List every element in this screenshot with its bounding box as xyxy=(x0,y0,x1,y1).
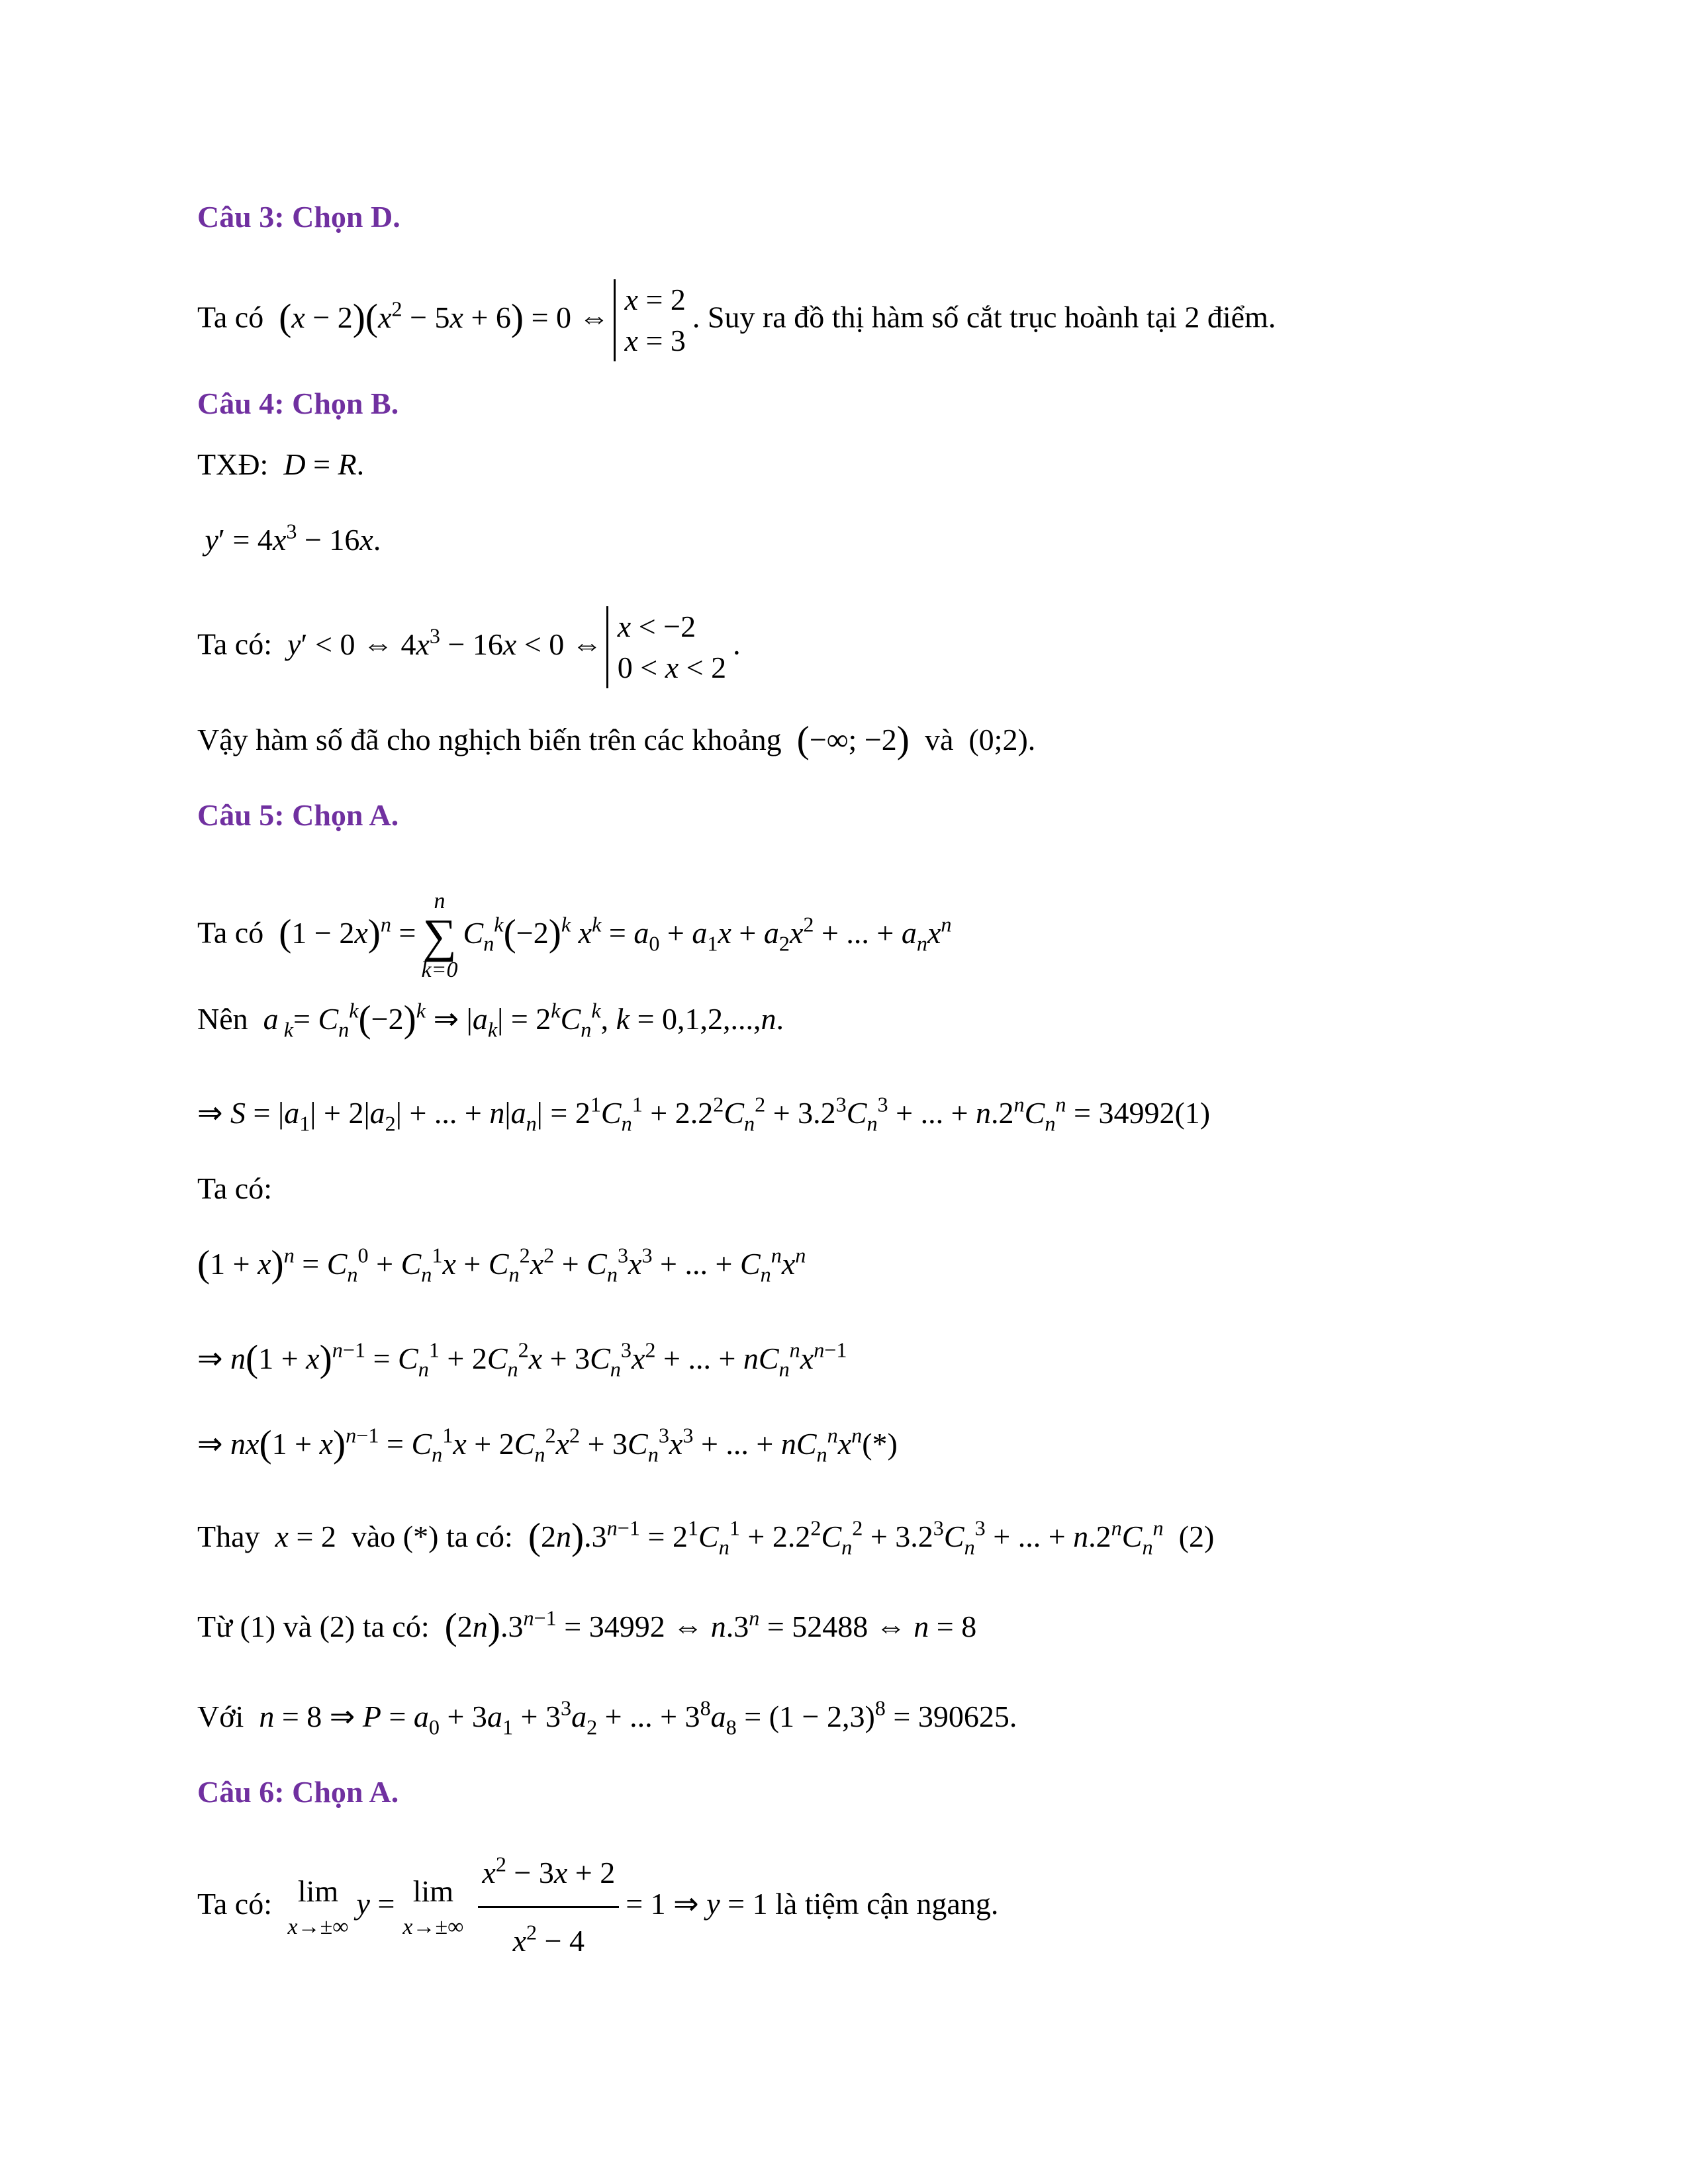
q5-binomial-line xyxy=(197,1243,806,1287)
question-6-heading: Câu 6: Chọn A. xyxy=(197,1775,399,1809)
q3-equation: $(x - 2)(x^2 - 5x + 6) = 0$ ⇔ xyxy=(279,296,610,338)
q5-lead-text: Ta có xyxy=(197,915,264,950)
q5-binomial-formula: $(1 + x)^n = C_n^0 + C_n^1x + C_n^2x^2 + C_n^3x^3$ + ... + $C_n^nx^n$ xyxy=(197,1243,806,1287)
q4-derivative-formula: $y' = 4x^3 - 16x$. xyxy=(205,519,381,557)
q5-derivative-line xyxy=(197,1339,847,1379)
q4-interval-system: x < −2 0 < x < 2 xyxy=(606,606,726,688)
q5-sum-s-line xyxy=(197,1092,1211,1136)
q5-nen-text: Nên xyxy=(197,1002,248,1036)
q4-domain-line xyxy=(197,445,364,484)
q6-conclusion-text: là tiệm cận ngang. xyxy=(775,1887,999,1921)
q5-thay-text: Thay xyxy=(197,1520,260,1553)
q6-fraction: $\frac{x^2 - 3x + 2}{x^2 - 4}$ xyxy=(478,1846,619,1968)
q5-sum-s-formula: ⇒ $S = |a_1| + 2|a_2|$ + ... + $n|a_n| = 2^1C_n^1 + 2.2^2C_n^2 + 3.2^3C_n^3$ + ... + $n.2^nC_n^n = 34992(1)$ xyxy=(197,1092,1211,1136)
q5-solve-formula: $(2n).3^{n-1} = 34992$ ⇔ $n.3^n = 52488$ ⇔ n = 8 xyxy=(444,1606,977,1648)
q5-x-value: x = 2 xyxy=(275,1520,344,1553)
q5-multiplied-line xyxy=(197,1423,898,1467)
q3-equation-line: Ta có $(x - 2)(x^2 - 5x + 6) = 0$ ⇔ x = 2 x = 3 . Suy ra đồ thị hàm số cắt trục hoành tại 2 điểm. xyxy=(197,279,1276,361)
q5-vao-text: vào (*) ta có: xyxy=(351,1520,513,1553)
q6-limit-line: Ta có: lim x→±∞ y = lim x→±∞ $\frac{x^2 - 3x + 2}{x^2 - 4}$ = 1 ⇒ y = 1 là tiệm cận ngang. xyxy=(197,1846,998,1968)
q5-ta-co-line: Ta có: xyxy=(197,1171,273,1205)
q5-tu-text: Từ (1) và (2) ta có: xyxy=(197,1610,430,1643)
q4-conclusion-line xyxy=(197,720,1035,760)
limit-operator-1: lim x→±∞ xyxy=(287,1874,349,1939)
q5-expansion-line: Ta có $(1 - 2x)^n$ = n ∑ k=0 $C_n^k(-2)^k$ $x^k = a_0 + a_1x + a_2x^2$ + ... + $a_nx^n$ xyxy=(197,889,952,982)
q5-final-line xyxy=(197,1697,1017,1737)
q4-conclusion-and: và xyxy=(924,723,954,756)
q5-derivative-formula: ⇒ $n(1 + x)^{n-1} = C_n^1 + 2C_n^2x + 3C_n^3x^2$ + ... + $nC_n^nx^{n-1}$ xyxy=(197,1338,847,1381)
q4-domain-formula: D = R. xyxy=(283,447,365,481)
q5-voi-text: Với xyxy=(197,1700,244,1733)
q4-inequality-line: Ta có: y′ < 0 ⇔ $4x^3 - 16x < 0$ ⇔ x < −2 0 < x < 2 . xyxy=(197,606,741,688)
q4-ta-co: Ta có: xyxy=(197,627,273,661)
q5-substitute-formula: $(2n).3^{n-1} = 2^1C_n^1 + 2.2^2C_n^2 + 3.2^3C_n^3$ + ... + $n.2^nC_n^n$ (2) xyxy=(528,1516,1215,1559)
q5-coefficient-line xyxy=(197,998,784,1042)
q4-conclusion-start: Vậy hàm số đã cho nghịch biến trên các khoảng xyxy=(197,723,782,756)
q5-multiplied-formula: ⇒ $nx(1 + x)^{n-1} = C_n^1x + 2C_n^2x^2 + 3C_n^3x^3$ + ... + $nC_n^nx^n(*)$ xyxy=(197,1423,898,1467)
question-4-heading: Câu 4: Chọn B. xyxy=(197,387,399,420)
q4-derivative-line xyxy=(197,520,381,560)
q5-solve-line xyxy=(197,1607,976,1647)
q4-interval-2: (0;2). xyxy=(961,723,1036,756)
summation-symbol: n ∑ k=0 xyxy=(421,889,458,982)
q3-conclusion-text: Suy ra đồ thị hàm số cắt trục hoành tại 2 điểm. xyxy=(707,300,1276,334)
q4-domain-label: TXĐ: xyxy=(197,447,269,481)
q6-lead-text: Ta có: xyxy=(197,1887,273,1921)
q5-coefficient-formula: a $_k= C_n^k(-2)^k$ ⇒ $|a_k| = 2^kC_n^k$, k = 0,1,2,...,n. xyxy=(263,998,784,1042)
q5-final-formula: n = 8 ⇒ $P = a_0 + 3a_1 + 3^3a_2$ + ... + $3^8a_8 = (1 - 2,3)^8 = 390625$. xyxy=(259,1696,1017,1739)
q3-lead-text: Ta có xyxy=(197,300,264,334)
q5-substitute-line xyxy=(197,1517,1214,1557)
q5-expansion-formula: $(1 - 2x)^n$ = xyxy=(279,911,416,954)
q4-interval-1: (−∞; −2) xyxy=(796,719,910,761)
question-3-heading: Câu 3: Chọn D. xyxy=(197,200,400,234)
q3-solution-system: x = 2 x = 3 xyxy=(614,279,686,361)
question-5-heading: Câu 5: Chọn A. xyxy=(197,798,399,832)
q4-inequality: y′ < 0 ⇔ $4x^3 - 16x < 0$ ⇔ xyxy=(287,623,602,661)
limit-operator-2: lim x→±∞ xyxy=(402,1874,464,1939)
